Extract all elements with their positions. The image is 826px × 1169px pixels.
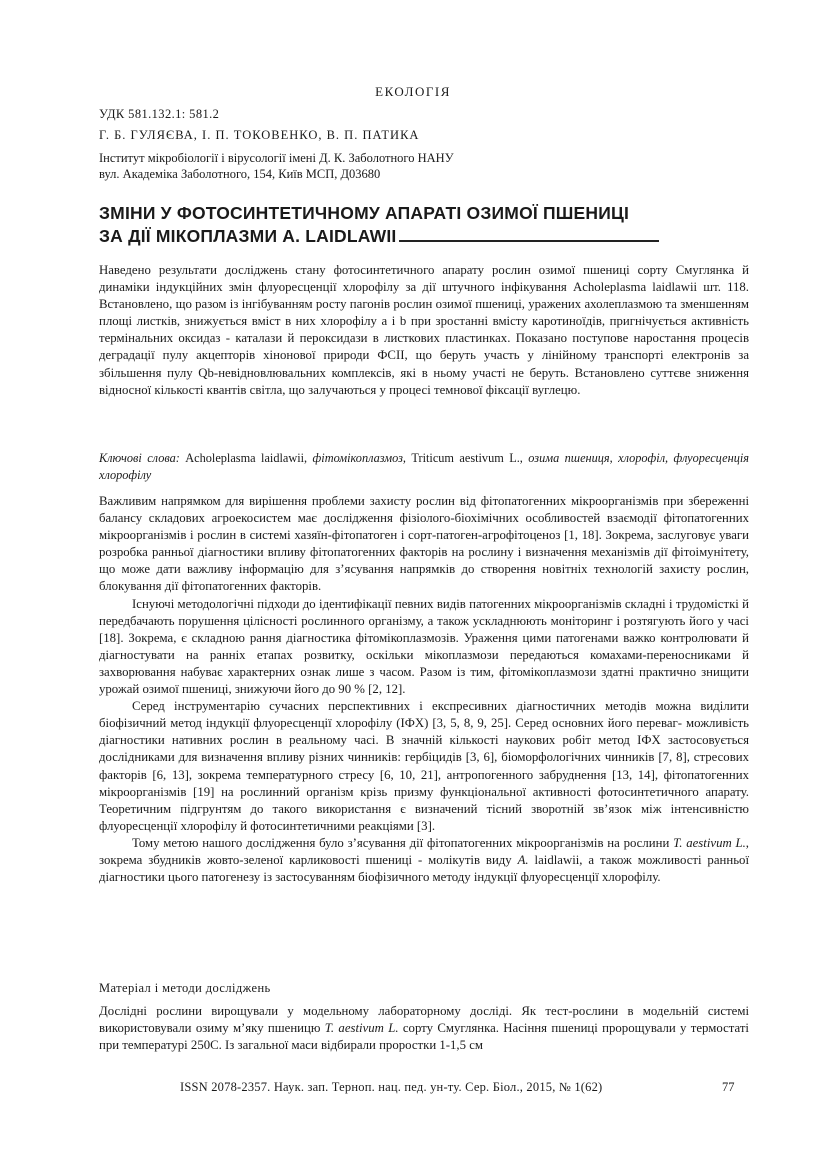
methods-text-a: Дослідні рослини вирощували у модельному лабораторному досліді. Як тест-рослини в модельній системі використовували озиму м’яку пшеницю: [99, 1004, 749, 1036]
journal-citation: ISSN 2078-2357. Наук. зап. Терноп. нац. пед. ун-ту. Сер. Біол., 2015, № 1(62): [180, 1080, 603, 1094]
taxon-a: A.: [517, 852, 529, 867]
abstract: Наведено результати досліджень стану фотосинтетичного апарату рослин озимої пшениці сорту Смуглянка й динаміки індукційних змін флуоресценції хлорофілу за дії штучного інфікування Acholeplasma laidlawii шт. 118. Встановлено, що разом із інгібуванням росту пагонів рослин озимої пшениці, уражених ахолеплазмою та зменшенням площі листків, знижується вміст в них хлорофілу a і b при зростанні вмісту каротиноїдів, пригнічується активність термінальних оксидаз - каталази й пероксидази в листкових пластинках. Показано поступове наростання процесів деградації пулу акцепторів хінонової природи ФСІІ, що беруть участь у лінійному транспорті електронів за збільшення пулу Qb-невідновлювальних комплексів, які в ньому участі не беруть. Встановлено суттєве зниження відносної кількості квантів світла, що залучаються у процесі темнової фіксації вуглецю.: [99, 263, 749, 397]
methods-text-b: сорту Смуглянка. Насіння пшениці пророщували у термостаті при температурі 250С. Із загальної маси відбирали проростки 1-1,5 см: [99, 1021, 749, 1053]
methods-heading: Матеріал і методи досліджень: [99, 981, 271, 995]
paragraph-1: Важливим напрямком для вирішення проблеми захисту рослин від фітопатогенних мікроорганізмів при збереженні балансу складових агроекосистем має дослідження фізіолого-біохімічних особливостей взаємодії фітопатогенних мікроорганізмів і рослин в системі хазяїн-фітопатоген і сорт-патоген-агрофітоценоз [1, 18]. Зокрема, заслуговує уваги розробка ранньої діагностики впливу фітопатогенних факторів на рослину і визначення механізмів дії фітоімунітету, що може дати важливу інформацію для з’ясування напрямків до створення новітніх технологій захисту рослин, блокування дії фітопатогенних факторів.: [99, 494, 749, 594]
keyword-4: озима пшениця, хлорофіл, флуоресценція хлорофілу: [99, 451, 749, 482]
affiliation-institute: Інститут мікробіології і вірусології імені Д. К. Заболотного НАНУ: [99, 151, 454, 165]
title-line-2: [99, 225, 739, 248]
paragraph-3: Серед інструментарію сучасних перспективних і експресивних діагностичних методів можна виділити біофізичний метод індукції флуоресценції хлорофілу (ІФХ) [3, 5, 8, 9, 25]. Серед основних його переваг- можливість діагностики нативних рослин в реальному часі. В значній кількості наукових робіт метод ІФХ застосовується дослідниками для визначення впливу різних чинників: гербіцидів [3, 6], біоморфологічних чинників [7, 8], стресових факторів [6, 13], зокрема температурного стресу [6, 10, 21], антропогенного забруднення [13, 14], фітопатогенних мікроорганізмів [19] на рослинний організм крізь призму функціональної активності фотосинтетичного апарату. Теоретичним підгрунтям до такого використання є визначений тісний зворотній зв’язок між інтенсивністю флуоресценції хлорофілу й фотосинтетичними реакціями [3].: [99, 699, 749, 833]
paragraph-4-text-b: , зокрема збудників жовто-зеленої карликовості пшениці - молікутів виду: [99, 835, 749, 867]
taxon-t-aestivum: T. aestivum L.: [673, 835, 746, 850]
keyword-1: Acholeplasma laidlawii,: [185, 451, 308, 465]
title-underline: [399, 228, 659, 242]
section-heading: ЕКОЛОГІЯ: [375, 84, 451, 99]
methods-taxon: T. aestivum L.: [324, 1021, 399, 1036]
title-line-1: ЗМІНИ У ФОТОСИНТЕТИЧНОМУ АПАРАТІ ОЗИМОЇ ПШЕНИЦІ: [99, 203, 630, 223]
methods-paragraph: [99, 1003, 749, 1054]
introduction: [99, 493, 749, 886]
keyword-3: Triticum aestivum L.,: [411, 451, 523, 465]
keywords: [99, 450, 749, 483]
article-title: [99, 202, 739, 248]
authors: Г. Б. ГУЛЯЄВА, І. П. ТОКОВЕНКО, В. П. ПАТИКА: [99, 128, 420, 142]
page-number: 77: [722, 1080, 735, 1094]
paragraph-4: [99, 835, 749, 886]
keyword-2: фітомікоплазмоз,: [312, 451, 406, 465]
paragraph-4-text-c: laidlawii, а також можливості ранньої діагностики цього патогенезу із застосуванням біофізичного методу індукції флуоресценції хлорофілу.: [99, 852, 749, 885]
paragraph-4-text-a: Тому метою нашого дослідження було з’ясування дії фітопатогенних мікроорганізмів на рослини: [132, 835, 674, 850]
affiliation: [99, 150, 454, 182]
title-species: A. LAIDLAWII: [282, 226, 397, 246]
udk-code: УДК 581.132.1: 581.2: [99, 107, 220, 121]
title-line-2-text: ЗА ДІЇ МІКОПЛАЗМИ: [99, 226, 283, 246]
affiliation-address: вул. Академіка Заболотного, 154, Київ МСП, Д03680: [99, 167, 381, 181]
keywords-label: Ключові слова:: [99, 451, 180, 465]
paragraph-2: Існуючі методологічні підходи до ідентифікації певних видів патогенних мікроорганізмів складні і трудомісткі й передбачають порушення цілісності рослинного організму, а також ускладнюють моніторинг і розтягують його у часі [18]. Зокрема, є складною рання діагностика фітомікоплазмозів. Ураження цими патогенами важко контролювати й діагностувати на ранніх етапах розвитку, оскільки мікоплазмози передаються комахами-переносниками й захворювання набуває характерних ознак лише з часом. Разом із тим, фітомікоплазмози здатні практично знищити урожай озимої пшениці, знижуючи його до 90 % [2, 12].: [99, 596, 749, 697]
